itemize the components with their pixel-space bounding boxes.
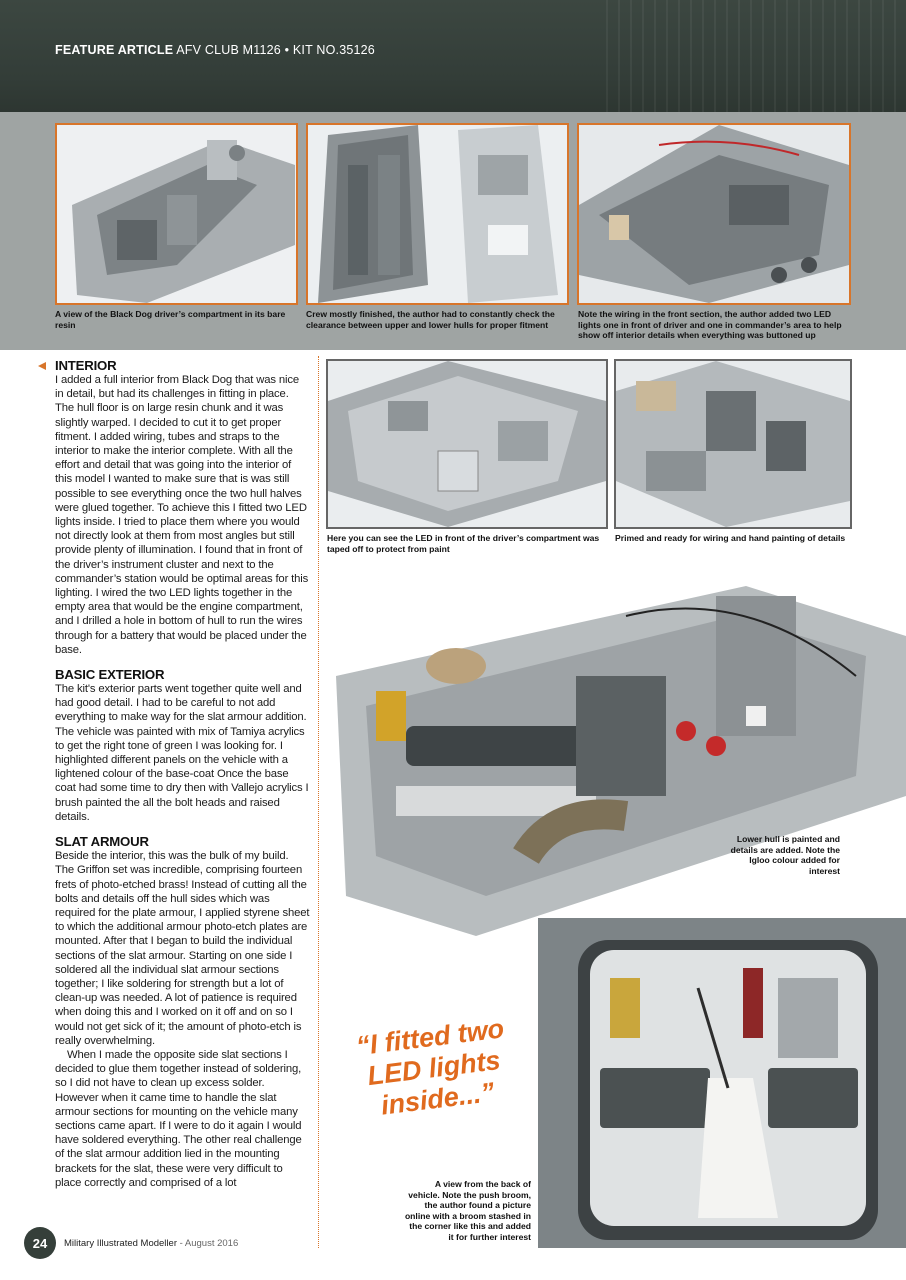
article-text-column	[55, 358, 310, 1190]
photo-led-taped	[326, 359, 608, 529]
paragraph-slat-armour-2: When I made the opposite side slat sections I decided to glue them together instead of soldering, so I did not have to clean up excess solder. However when it came time to handle the slat armour sections for mounting on the vehicle many sections came apart. If I were to do it again I would have soldered everything. The other real challenge of the slat armour addition lied in the mounting brackets for the slat, these were very difficult to place correctly and comprised of a lot	[55, 1048, 302, 1189]
heading-basic-exterior: BASIC EXTERIOR	[55, 667, 165, 683]
page-footer	[24, 1228, 238, 1258]
footer-publication	[64, 1238, 238, 1249]
caption-photo2: Crew mostly finished, the author had to constantly check the clearance between upper and lower hulls for proper fitment	[306, 309, 555, 330]
paragraph-basic-exterior: The kit's exterior parts went together quite well and had good detail. I had to be careful to not add everything to make way for the slat armour addition. The vehicle was painted with mix of Tamiya acrylics to get the right tone of green I was looking for. I highlighted different panels on the vehicle with a lightened colour of the base-coat Once the base coat had some time to dry then with Vallejo acrylics I brush painted the all the bolt heads and raised details.	[55, 683, 309, 823]
caption-photo5: Primed and ready for wiring and hand painting of details	[615, 533, 846, 543]
feature-label: FEATURE ARTICLE	[55, 43, 174, 57]
section-arrow-icon	[38, 362, 46, 370]
heading-slat-armour: SLAT ARMOUR	[55, 834, 149, 850]
photo-rear-view	[538, 918, 906, 1248]
caption-photo7: A view from the back of vehicle. Note the push broom, the author found a picture online with a broom stashed in the corner like this and added it for further interest	[404, 1179, 531, 1242]
page-number: 24	[24, 1227, 56, 1259]
photo-driver-compartment	[55, 123, 298, 305]
paragraph-slat-armour-1: Beside the interior, this was the bulk of my build. The Griffon set was incredible, comprising fourteen frets of photo-etched brass! Instead of cutting all the bolts and details off the hull sides which was required for the plate armour, I applied styrene sheet to which the additional armour photo-etch plates are mounted. After that I began to build the individual sections of the slat armour. Starting on one side I soldered all the individual slat armour sections together; I like soldering for strength but a lot of clean-up was needed. A lot of patience is required when doing this and I worked on it off and on so I would not get sick of it; the amount of photo-etch is really overwhelming.	[55, 850, 310, 1047]
photo-crew-hull-halves	[306, 123, 569, 305]
running-header	[55, 43, 375, 57]
column-divider	[318, 356, 319, 1248]
pull-quote: “I fitted two LED lights inside...”	[354, 1013, 506, 1121]
photo-primed	[614, 359, 852, 529]
photo-front-wiring	[577, 123, 851, 305]
caption-photo6: Lower hull is painted and details are added. Note the Igloo colour added for interest	[730, 834, 840, 876]
heading-interior: INTERIOR	[55, 358, 117, 373]
caption-photo3: Note the wiring in the front section, the author added two LED lights one in front of driver and one in commander’s area to help show off interior details when everything was buttoned up	[578, 309, 842, 340]
photo-lower-hull-painted	[326, 556, 906, 936]
header-band	[0, 0, 906, 112]
caption-photo1: A view of the Black Dog driver’s compartment in its bare resin	[55, 309, 286, 330]
paragraph-interior: I added a full interior from Black Dog that was nice in detail, but had its challenges in fitting in place. The hull floor is on large resin chunk and it was slightly warped. I decided to cut it to get proper fitment. I added wiring, tubes and straps to the interior to make the interior complete. With all the effort and detail that was going into the interior of this model I wanted to make sure that is was still possible to see everything once the two hull halves were glued together. To achieve this I fitted two LED lights inside. I tried to place them where you would not directly look at them from most angles but still provide plenty of illumination. I found that in front of the driver’s instrument cluster and next to the commander’s station would be optimal areas for this lighting. I wired the two LED lights together in the empty area that would be the engine compartment, and I drilled a hole in bottom of hull to run the wires through for a battery that would be placed under the base.	[55, 374, 309, 656]
issue-date: - August 2016	[176, 1237, 239, 1249]
caption-photo4: Here you can see the LED in front of the driver’s compartment was taped off to protect from paint	[327, 533, 600, 554]
magazine-name: Military Illustrated Modeller	[64, 1237, 177, 1249]
article-subtitle: AFV CLUB M1126 • KIT NO.35126	[176, 43, 375, 57]
